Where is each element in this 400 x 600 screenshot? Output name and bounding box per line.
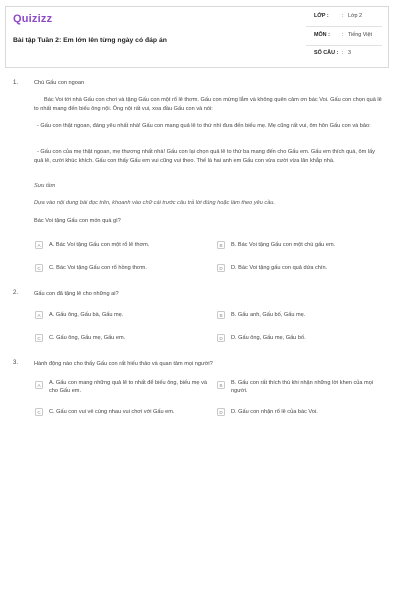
option-d-text: D. Bác Voi tặng gấu con quả dứa chín. [231, 265, 328, 271]
count-row [306, 45, 382, 63]
subject-value: Tiếng Việt [348, 32, 372, 38]
option-c-text: C. Bác Voi tặng Gấu con rổ hồng thơm. [49, 265, 147, 271]
option-a-checkbox[interactable]: A [35, 381, 43, 389]
passage-paragraph-1: Bác Voi tới nhà Gấu con chơi và tặng Gấu con một rổ lê thơm. Gấu con mừng lắm và không quên cảm ơn bác Voi. Gấu con chọn quả lê to nhất mang đến biếu ông nội. Ông nội rất vui, xoa đầu Gấu con và nói: [34, 97, 382, 112]
option-b-checkbox[interactable]: B [217, 241, 225, 249]
class-value: Lớp 2 [348, 13, 363, 19]
option-a-text: A. Gấu con mang những quả lê to nhất để biếu ông, biếu mẹ và cho Gấu em. [49, 380, 207, 394]
subject-colon: : [342, 32, 344, 38]
class-row [306, 8, 382, 26]
option-c-checkbox[interactable]: C [35, 334, 43, 342]
option-a-text: A. Gấu ông, Gấu bà, Gấu mẹ. [49, 312, 124, 318]
option-d-checkbox[interactable]: D [217, 408, 225, 416]
option-b-checkbox[interactable]: B [217, 311, 225, 319]
subject-label: MÔN : [314, 32, 330, 38]
question-2-text: Gấu con đã tặng lê cho những ai? [34, 291, 119, 297]
option-a-checkbox[interactable]: A [35, 311, 43, 319]
option-b-text: B. Bác Voi tặng Gấu con một chú gấu em. [231, 242, 336, 248]
question-3-text: Hành động nào cho thấy Gấu con rất hiếu thảo và quan tâm mọi người? [34, 361, 213, 367]
count-colon: : [342, 50, 344, 56]
question-3-number: 3. [13, 360, 19, 366]
option-a-text: A. Bác Voi tặng Gấu con một rổ lê thơm. [49, 242, 150, 248]
worksheet-title: Bài tập Tuần 2: Em lớn lên từng ngày có đáp án [13, 37, 167, 44]
class-colon: : [342, 13, 344, 19]
question-1-number: 1. [13, 80, 19, 86]
option-c-text: C. Gấu con vui vẻ cùng nhau vui chơi với Gấu em. [49, 409, 175, 415]
passage-paragraph-3: - Gấu con của mẹ thật ngoan, mẹ thương nhất nhà! Gấu con lại chọn quả lê to thứ ba mang đến cho Gấu em. Gấu em thích quá, ôm lấy quả lê, cười khúc khích. Gấu con thấy Gấu em vui cũng vui theo. Thế là hai anh em Gấu con vừa cười vừa lăn khắp nhà. [34, 149, 375, 164]
class-label: LỚP : [314, 13, 329, 19]
option-d-checkbox[interactable]: D [217, 264, 225, 272]
question-1-text: Bác Voi tặng Gấu con món quà gì? [34, 218, 121, 224]
passage-paragraph-2: - Gấu con thật ngoan, đáng yêu nhất nhà! Gấu con mang quả lê to thứ nhì đưa đến biếu mẹ. Mẹ cũng rất vui, ôm hôn Gấu con và bảo: [37, 123, 371, 129]
question-1-instruction: Dựa vào nội dung bài đọc trên, khoanh vào chữ cái trước câu trả lời đúng hoặc làm theo yêu cầu. [34, 200, 275, 206]
option-d-checkbox[interactable]: D [217, 334, 225, 342]
option-a-checkbox[interactable]: A [35, 241, 43, 249]
option-b-text: B. Gấu con rất thích thú khi nhận những lời khen của mọi người. [231, 380, 374, 394]
option-c-text: C. Gấu ông, Gấu mẹ, Gấu em. [49, 335, 126, 341]
option-d-text: D. Gấu con nhận rổ lê của bác Voi. [231, 409, 318, 415]
count-label: SỐ CÂU : [314, 50, 339, 56]
option-d-text: D. Gấu ông, Gấu mẹ, Gấu bố. [231, 335, 306, 341]
passage-title: Chú Gấu con ngoan [34, 80, 85, 86]
quizizz-logo: Quizizz [13, 13, 53, 25]
question-2-number: 2. [13, 290, 19, 296]
option-c-checkbox[interactable]: C [35, 264, 43, 272]
option-c-checkbox[interactable]: C [35, 408, 43, 416]
passage-source: Sưu tầm [34, 183, 56, 189]
count-value: 3 [348, 50, 351, 56]
option-b-text: B. Gấu anh, Gấu bố, Gấu mẹ. [231, 312, 306, 318]
subject-row [306, 27, 382, 45]
option-b-checkbox[interactable]: B [217, 381, 225, 389]
